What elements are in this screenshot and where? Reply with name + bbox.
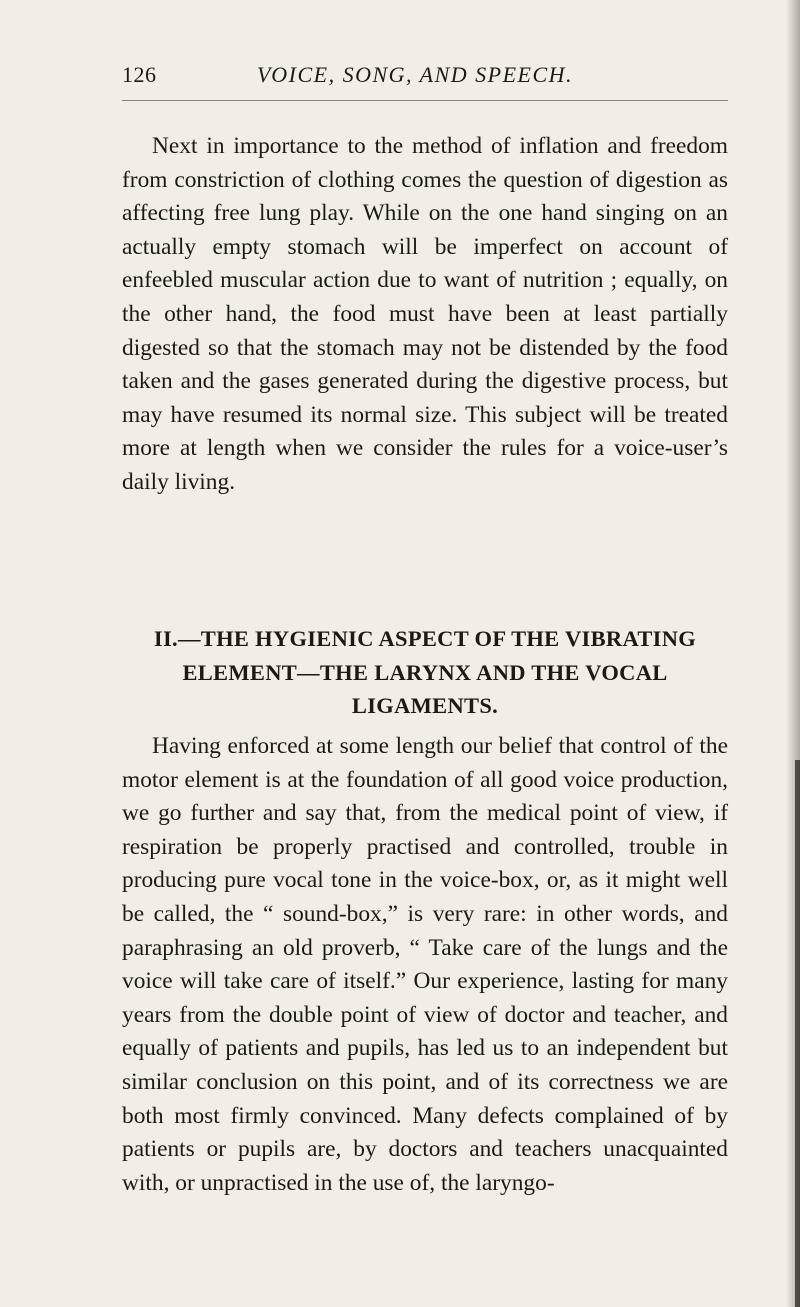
page-edge-dark [795, 760, 800, 1307]
section-heading: II.—THE HYGIENIC ASPECT OF THE VIBRATING ELEMENT—THE LARYNX AND THE VOCAL LIGAMENTS. [153, 626, 697, 719]
page-number: 126 [122, 62, 157, 87]
paragraph-motor-element: Having enforced at some length our belief that control of the motor element is at the foundation of all good voice production, we go further and say that, from the medical point of view, if respiration be properly practised and controlled, trouble in producing pure vocal tone in the voice-box, or, as it might well be called, the “ sound-box,” is very rare: in other words, and paraphrasing an old proverb, “ Take care of the lungs and the voice will take care of itself.” Our experience, lasting for many years from the double point of view of doctor and teacher, and equally of patients and pupils, has led us to an independent but similar conclusion on this point, and of its correctness we are both most firmly convinced. Many defects complained of by patients or pupils are, by doctors and teachers unacquainted with, or unpractised in the use of, the laryngo- [122, 733, 728, 1196]
page-header [92, 62, 732, 92]
paragraph-digestion: Next in importance to the method of inflation and freedom from constriction of clothing comes the question of digestion as affecting free lung play. While on the one hand singing on an actually empty stomach will be imperfect on account of enfeebled muscular action due to want of nutrition ; equally, on the other hand, the food must have been at least partially digested so that the stomach may not be distended by the food taken and the gases generated during the digestive process, but may have resumed its normal size. This subject will be treated more at length when we consider the rules for a voice-user’s daily living. [122, 133, 728, 495]
running-head: VOICE, SONG, AND SPEECH. [257, 62, 574, 87]
header-rule [122, 100, 728, 101]
